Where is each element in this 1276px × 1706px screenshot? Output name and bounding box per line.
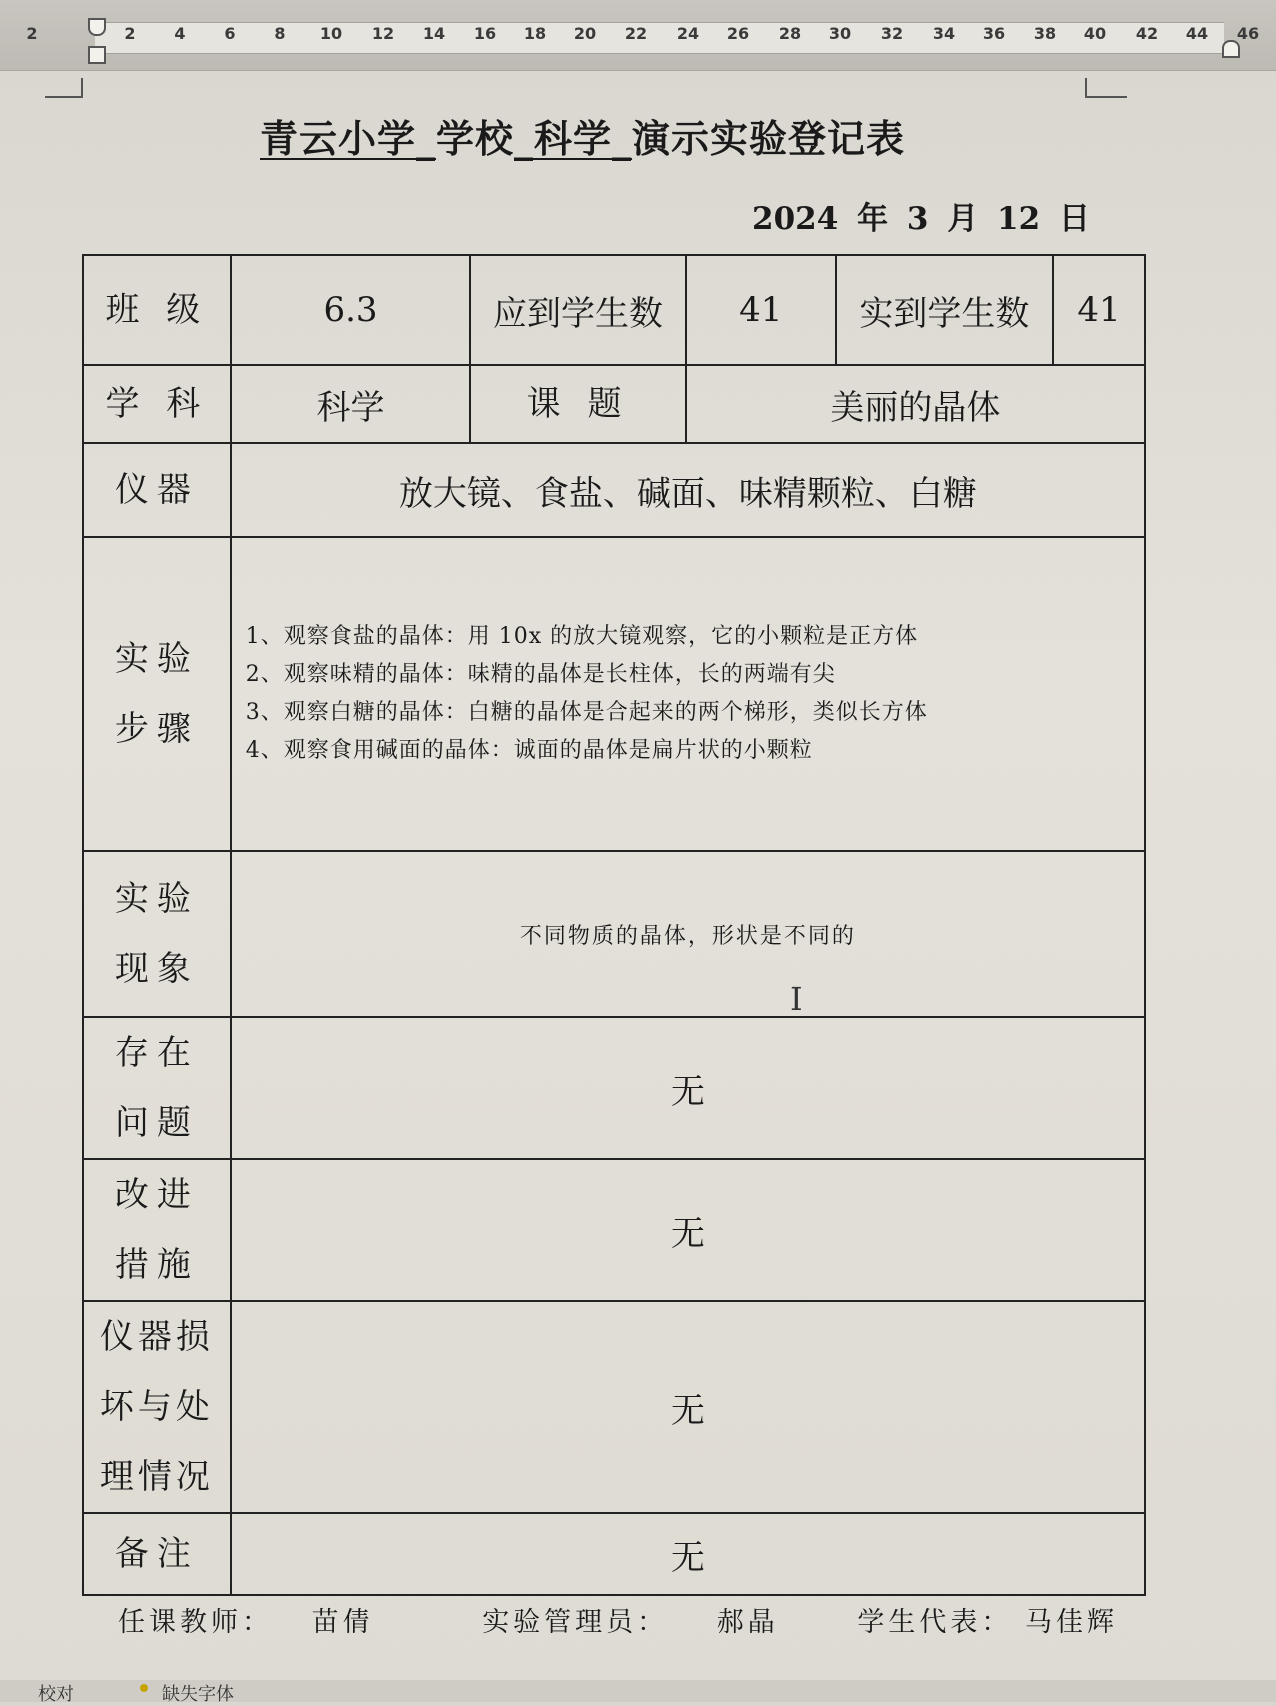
remarks-value[interactable]: 无 bbox=[231, 1513, 1145, 1595]
title-subject: 科学 bbox=[534, 116, 613, 161]
actual-students-value[interactable]: 41 bbox=[1053, 255, 1145, 365]
phenomenon-label-line: 现象 bbox=[114, 949, 199, 989]
experiment-register-table[interactable] bbox=[82, 254, 1146, 1596]
ruler-tick: 42 bbox=[1135, 24, 1159, 43]
title-separator: _ bbox=[416, 116, 437, 161]
damage-label-line: 仪器损 bbox=[99, 1317, 214, 1357]
table-row bbox=[83, 1513, 1145, 1595]
document-title[interactable] bbox=[260, 108, 905, 163]
text-cursor-icon: I bbox=[790, 980, 803, 1018]
ruler-tick: 32 bbox=[880, 24, 904, 43]
phenomenon-label bbox=[83, 851, 231, 1017]
improvements-label-line: 改进 bbox=[114, 1175, 199, 1215]
ruler-tick: 2 bbox=[26, 24, 38, 43]
ruler-tick: 26 bbox=[726, 24, 750, 43]
table-row bbox=[83, 443, 1145, 537]
ruler-tick: 44 bbox=[1185, 24, 1209, 43]
problems-label-line: 存在 bbox=[114, 1033, 199, 1073]
warning-dot-icon bbox=[140, 1684, 148, 1692]
title-school-name: 青云小学 bbox=[260, 116, 417, 161]
improvements-value[interactable]: 无 bbox=[231, 1159, 1145, 1301]
ruler-tick: 16 bbox=[473, 24, 497, 43]
expected-students-label: 应到学生数 bbox=[470, 255, 686, 365]
damage-value[interactable]: 无 bbox=[231, 1301, 1145, 1513]
proofread-button[interactable]: 校对 bbox=[38, 1684, 74, 1705]
ruler-tick: 8 bbox=[274, 24, 286, 43]
expected-students-value[interactable]: 41 bbox=[686, 255, 836, 365]
ruler-tick: 4 bbox=[174, 24, 186, 43]
top-right-crop-mark bbox=[1085, 78, 1127, 98]
steps-label-line: 步骤 bbox=[114, 709, 199, 749]
table-row bbox=[83, 851, 1145, 1017]
ruler-tick: 46 bbox=[1236, 24, 1260, 43]
teacher-name: 苗倩 bbox=[311, 1607, 374, 1638]
step-item: 1、观察食盐的晶体：用 10x 的放大镜观察，它的小颗粒是正方体 bbox=[245, 624, 919, 649]
ruler-tick: 22 bbox=[624, 24, 648, 43]
left-indent-marker[interactable] bbox=[88, 46, 106, 64]
student-rep-label: 学生代表： bbox=[857, 1607, 1013, 1638]
steps-label-line: 实验 bbox=[114, 639, 199, 679]
ruler-tick: 28 bbox=[778, 24, 802, 43]
instruments-label: 仪器 bbox=[83, 443, 231, 537]
step-item: 2、观察味精的晶体：味精的晶体是长柱体，长的两端有尖 bbox=[245, 662, 836, 687]
phenomenon-value[interactable]: 不同物质的晶体，形状是不同的 bbox=[231, 851, 1145, 1017]
ruler-tick: 40 bbox=[1083, 24, 1107, 43]
missing-font-button[interactable]: 缺失字体 bbox=[162, 1684, 234, 1705]
ruler-tick: 24 bbox=[676, 24, 700, 43]
title-separator: _ bbox=[514, 116, 535, 161]
improvements-label-line: 措施 bbox=[114, 1245, 199, 1285]
ruler-tick: 34 bbox=[932, 24, 956, 43]
ruler-tick: 2 bbox=[124, 24, 136, 43]
ruler-tick: 20 bbox=[573, 24, 597, 43]
class-value[interactable]: 6.3 bbox=[231, 255, 471, 365]
steps-value[interactable] bbox=[231, 537, 1145, 851]
top-left-crop-mark bbox=[45, 78, 83, 98]
subject-value[interactable]: 科学 bbox=[231, 365, 471, 443]
steps-label bbox=[83, 537, 231, 851]
title-separator: _ bbox=[612, 116, 633, 161]
topic-value[interactable]: 美丽的晶体 bbox=[686, 365, 1145, 443]
phenomenon-label-line: 实验 bbox=[114, 879, 199, 919]
signature-line[interactable] bbox=[118, 1600, 1118, 1639]
problems-value[interactable]: 无 bbox=[231, 1017, 1145, 1159]
table-row bbox=[83, 537, 1145, 851]
status-bar bbox=[0, 1680, 1276, 1705]
step-item: 4、观察食用碱面的晶体：诚面的晶体是扁片状的小颗粒 bbox=[245, 738, 813, 763]
table-row bbox=[83, 1159, 1145, 1301]
table-row bbox=[83, 255, 1145, 365]
admin-label: 实验管理员： bbox=[482, 1607, 669, 1638]
step-item: 3、观察白糖的晶体：白糖的晶体是合起来的两个梯形，类似长方体 bbox=[245, 700, 928, 725]
document-date[interactable]: 2024 年 3 月 12 日 bbox=[752, 201, 1090, 237]
problems-label bbox=[83, 1017, 231, 1159]
problems-label-line: 问题 bbox=[114, 1103, 199, 1143]
ruler-tick: 38 bbox=[1033, 24, 1057, 43]
admin-name: 郝晶 bbox=[716, 1607, 779, 1638]
ruler-tick: 14 bbox=[422, 24, 446, 43]
ruler-tick: 6 bbox=[224, 24, 236, 43]
teacher-label: 任课教师： bbox=[118, 1607, 273, 1638]
title-school-word: 学校 bbox=[436, 116, 515, 161]
instruments-value[interactable]: 放大镜、食盐、碱面、味精颗粒、白糖 bbox=[231, 443, 1145, 537]
subject-label: 学 科 bbox=[83, 365, 231, 443]
ruler-tick: 10 bbox=[319, 24, 343, 43]
topic-label: 课 题 bbox=[470, 365, 686, 443]
actual-students-label: 实到学生数 bbox=[836, 255, 1054, 365]
student-rep-name: 马佳辉 bbox=[1024, 1607, 1118, 1638]
remarks-label: 备注 bbox=[83, 1513, 231, 1595]
ruler-tick: 18 bbox=[523, 24, 547, 43]
ruler-tick: 30 bbox=[828, 24, 852, 43]
right-indent-marker[interactable] bbox=[1222, 40, 1240, 58]
table-row bbox=[83, 1017, 1145, 1159]
table-row bbox=[83, 365, 1145, 443]
ruler-tick: 36 bbox=[982, 24, 1006, 43]
damage-label-line: 坏与处 bbox=[99, 1387, 214, 1427]
damage-label-line: 理情况 bbox=[99, 1457, 214, 1497]
horizontal-ruler[interactable] bbox=[0, 0, 1276, 71]
damage-label bbox=[83, 1301, 231, 1513]
ruler-tick: 12 bbox=[371, 24, 395, 43]
title-rest: 演示实验登记表 bbox=[632, 116, 906, 161]
class-label: 班 级 bbox=[83, 255, 231, 365]
first-line-indent-marker[interactable] bbox=[88, 18, 106, 36]
table-row bbox=[83, 1301, 1145, 1513]
improvements-label bbox=[83, 1159, 231, 1301]
